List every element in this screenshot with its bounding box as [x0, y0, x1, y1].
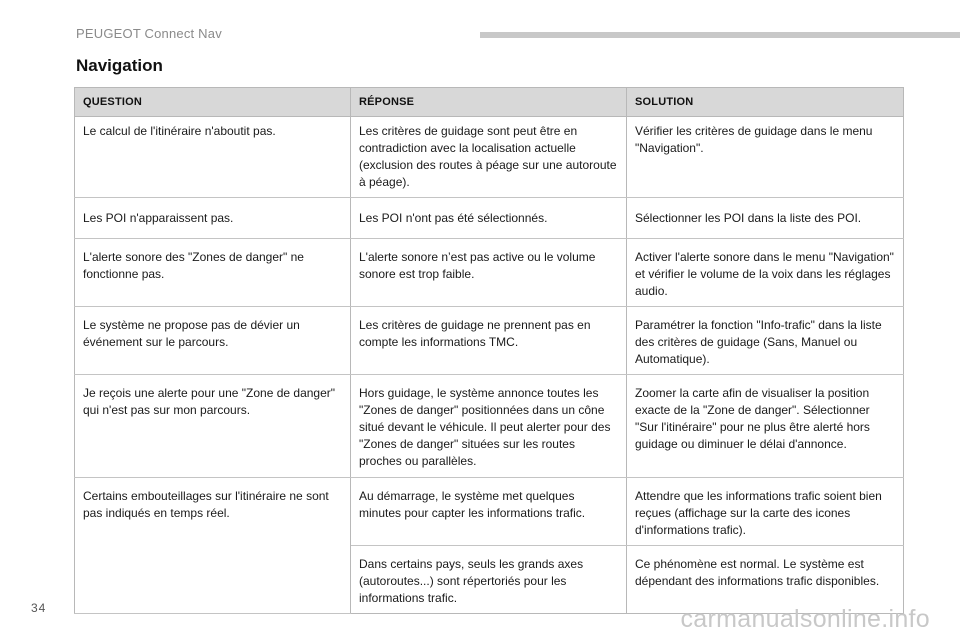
solution-cell: Activer l'alerte sonore dans le menu "Navigation" et vérifier le volume de la voix dans les réglages audio.	[627, 239, 904, 307]
header-product-name: PEUGEOT Connect Nav	[76, 26, 222, 41]
answer-cell: Au démarrage, le système met quelques minutes pour capter les informations trafic.	[351, 478, 627, 546]
column-header-solution: SOLUTION	[627, 88, 904, 117]
solution-cell: Sélectionner les POI dans la liste des POI.	[627, 198, 904, 239]
table-row	[75, 239, 904, 307]
table-row	[75, 117, 904, 198]
answer-cell: Les POI n'ont pas été sélectionnés.	[351, 198, 627, 239]
table-row	[75, 478, 904, 546]
section-title: Navigation	[76, 56, 163, 75]
solution-cell: Ce phénomène est normal. Le système est dépendant des informations trafic disponibles.	[627, 546, 904, 614]
answer-cell: Les critères de guidage ne prennent pas en compte les informations TMC.	[351, 307, 627, 375]
header-bar	[480, 32, 960, 38]
question-cell: Les POI n'apparaissent pas.	[75, 198, 351, 239]
table-header-row	[75, 88, 904, 117]
troubleshooting-table	[74, 87, 904, 614]
question-cell: Le système ne propose pas de dévier un événement sur le parcours.	[75, 307, 351, 375]
question-cell: Certains embouteillages sur l'itinéraire ne sont pas indiqués en temps réel.	[75, 478, 351, 546]
solution-cell: Vérifier les critères de guidage dans le menu "Navigation".	[627, 117, 904, 198]
answer-cell: Dans certains pays, seuls les grands axes (autoroutes...) sont répertoriés pour les informations trafic.	[351, 546, 627, 614]
question-cell: L'alerte sonore des "Zones de danger" ne fonctionne pas.	[75, 239, 351, 307]
question-cell	[75, 546, 351, 614]
solution-cell: Attendre que les informations trafic soient bien reçues (affichage sur la carte des icones d'informations trafic).	[627, 478, 904, 546]
question-cell: Le calcul de l'itinéraire n'aboutit pas.	[75, 117, 351, 198]
table-row	[75, 198, 904, 239]
table-row	[75, 307, 904, 375]
solution-cell: Paramétrer la fonction "Info-trafic" dans la liste des critères de guidage (Sans, Manuel ou Automatique).	[627, 307, 904, 375]
question-cell: Je reçois une alerte pour une "Zone de danger" qui n'est pas sur mon parcours.	[75, 375, 351, 478]
table-row	[75, 546, 904, 614]
column-header-question: QUESTION	[75, 88, 351, 117]
watermark: carmanualsonline.info	[680, 605, 930, 633]
page-number: 34	[31, 601, 47, 615]
solution-cell: Zoomer la carte afin de visualiser la position exacte de la "Zone de danger". Sélectionner "Sur l'itinéraire" pour ne plus être alerté hors guidage ou diminuer le délai d'annonce.	[627, 375, 904, 478]
column-header-answer: RÉPONSE	[351, 88, 627, 117]
table-row	[75, 375, 904, 478]
answer-cell: Hors guidage, le système annonce toutes les "Zones de danger" positionnées dans un cône situé devant le véhicule. Il peut alerter pour des "Zones de danger" situées sur les routes proches ou parallèles.	[351, 375, 627, 478]
answer-cell: Les critères de guidage sont peut être en contradiction avec la localisation actuelle (exclusion des routes à péage sur une autoroute à péage).	[351, 117, 627, 198]
answer-cell: L'alerte sonore n’est pas active ou le volume sonore est trop faible.	[351, 239, 627, 307]
